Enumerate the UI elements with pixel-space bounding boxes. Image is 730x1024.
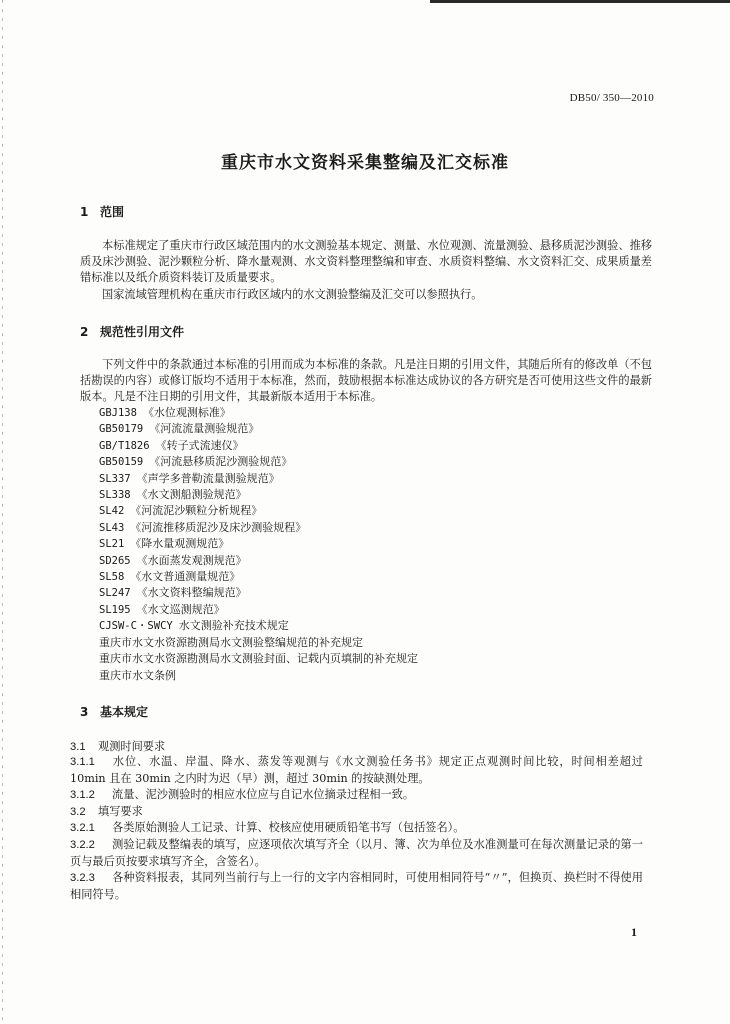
reference-item bbox=[99, 520, 418, 536]
reference-item bbox=[99, 536, 418, 552]
reference-item bbox=[99, 602, 418, 618]
reference-code: SL337 bbox=[99, 472, 131, 485]
subsection-title: 填写要求 bbox=[98, 805, 143, 818]
reference-name: 《河流悬移质泥沙测验规范》 bbox=[149, 455, 293, 469]
clause-number: 3.1.2 bbox=[70, 789, 95, 801]
scan-edge-top bbox=[430, 0, 730, 3]
clause-number: 3.1.1 bbox=[70, 756, 95, 768]
reference-item bbox=[99, 585, 418, 601]
reference-name: 《河流流量测验规范》 bbox=[149, 422, 260, 436]
reference-name: 《河流推移质泥沙及床沙测验规程》 bbox=[130, 520, 307, 534]
reference-name: 《降水量观测规范》 bbox=[130, 537, 230, 551]
reference-item bbox=[99, 487, 418, 503]
reference-item bbox=[99, 668, 418, 684]
section-title: 规范性引用文件 bbox=[100, 325, 185, 339]
section-number: 3 bbox=[80, 705, 89, 719]
reference-name: 重庆市水文条例 bbox=[99, 668, 176, 682]
reference-code: GB50159 bbox=[99, 456, 144, 469]
reference-name: 重庆市水文水资源勘测局水文测验封面、记载内页填制的补充规定 bbox=[99, 652, 418, 666]
clause-text: 流量、泥沙测验时的相应水位应与自记水位摘录过程相一致。 bbox=[112, 788, 415, 801]
section-title: 范围 bbox=[100, 205, 125, 219]
reference-code: SL42 bbox=[99, 505, 125, 518]
clause-number: 3.2.3 bbox=[70, 872, 95, 884]
page-number: 1 bbox=[631, 925, 637, 939]
reference-code: SL21 bbox=[99, 538, 125, 551]
section-title: 基本规定 bbox=[100, 705, 149, 719]
reference-item bbox=[99, 651, 418, 667]
section-1-paragraph-2: 国家流域管理机构在重庆市行政区域内的水文测验整编及汇交可以参照执行。 bbox=[102, 288, 483, 301]
reference-name: 《水位观测标准》 bbox=[142, 406, 231, 419]
clause-3-2-3 bbox=[70, 870, 643, 903]
reference-item bbox=[99, 421, 418, 437]
subsection-3-2-heading bbox=[70, 803, 143, 819]
reference-code: GB50179 bbox=[99, 423, 144, 436]
clause-text: 各类原始测验人工记录、计算、校核应使用硬质铅笔书写（包括签名）。 bbox=[112, 821, 465, 834]
reference-code: SL43 bbox=[99, 521, 125, 534]
reference-code: SL195 bbox=[99, 603, 131, 616]
clause-3-2-2 bbox=[70, 837, 643, 870]
reference-item bbox=[99, 454, 418, 470]
reference-item bbox=[99, 405, 418, 421]
clause-3-1-1 bbox=[70, 754, 643, 787]
subsection-title: 观测时间要求 bbox=[98, 740, 166, 753]
reference-name: 《水文巡测规范》 bbox=[136, 602, 225, 616]
section-3-heading bbox=[80, 703, 148, 720]
reference-item bbox=[99, 618, 418, 634]
reference-code: GB/T1826 bbox=[99, 439, 150, 452]
clause-number: 3.2.2 bbox=[70, 839, 95, 851]
reference-item bbox=[99, 471, 418, 487]
section-number: 1 bbox=[80, 205, 89, 219]
reference-list bbox=[99, 405, 418, 684]
subsection-number: 3.2 bbox=[70, 806, 86, 818]
reference-code: SD265 bbox=[99, 554, 131, 567]
reference-name: 重庆市水文水资源勘测局水文测验整编规范的补充规定 bbox=[99, 635, 363, 649]
clause-number: 3.2.1 bbox=[70, 822, 95, 834]
reference-item bbox=[99, 635, 418, 651]
reference-name: 水文测验补充技术规定 bbox=[178, 619, 289, 633]
section-1-paragraph-1: 本标准规定了重庆市行政区域范围内的水文测验基本规定、测量、水位观测、流量测验、悬移质泥沙测验、推移质及床沙测验、泥沙颗粒分析、降水量观测、水文资料整理整编和审查、水质资料整编、水文资料汇交、成果质量差错标准以及纸介质资料装订及质量要求。 bbox=[80, 239, 652, 284]
subsection-number: 3.1 bbox=[70, 741, 86, 753]
reference-name: 《河流泥沙颗粒分析规程》 bbox=[130, 504, 263, 518]
section-2-heading bbox=[80, 323, 184, 340]
clause-3-2-1 bbox=[70, 820, 643, 837]
reference-item bbox=[99, 569, 418, 585]
reference-code: SL247 bbox=[99, 587, 131, 600]
section-number: 2 bbox=[80, 325, 89, 339]
reference-name: 《水面蒸发观测规范》 bbox=[136, 553, 247, 567]
reference-name: 《水文普通测量规范》 bbox=[130, 570, 241, 584]
reference-name: 《水文资料整编规范》 bbox=[136, 586, 247, 600]
subsection-3-1-heading bbox=[70, 738, 165, 754]
document-code: DB50/ 350—2010 bbox=[569, 92, 654, 104]
reference-name: 《转子式流速仪》 bbox=[155, 438, 244, 452]
reference-code: CJSW-C・SWCY bbox=[99, 620, 173, 633]
document-title: 重庆市水文资料采集整编及汇交标准 bbox=[221, 153, 509, 173]
section-1-heading bbox=[80, 203, 124, 220]
clause-3-1-2 bbox=[70, 787, 643, 804]
reference-item bbox=[99, 503, 418, 519]
reference-item bbox=[99, 553, 418, 569]
reference-name: 《水文测船测验规范》 bbox=[136, 488, 247, 502]
reference-item bbox=[99, 438, 418, 454]
clause-text: 各种资料报表，其同列当前行与上一行的文字内容相同时，可使用相同符号“〃”，但换页、换栏时不得使用相同符号。 bbox=[70, 871, 643, 901]
reference-code: GBJ138 bbox=[99, 407, 137, 419]
clause-text: 测验记载及整编表的填写，应逐项依次填写齐全（以月、簿、次为单位及水准测量可在每次测量记录的第一页与最后页按要求填写齐全，含签名）。 bbox=[70, 838, 643, 868]
clause-text: 水位、水温、岸温、降水、蒸发等观测与《水文测验任务书》规定正点观测时间比较，时间相差超过 10min 且在 30min 之内时为迟（早）测，超过 30min 的按缺测处理。 bbox=[70, 755, 643, 785]
reference-code: SL58 bbox=[99, 571, 125, 584]
reference-name: 《声学多普勒流量测验规范》 bbox=[136, 471, 280, 485]
reference-code: SL338 bbox=[99, 489, 131, 502]
section-2-paragraph-1: 下列文件中的条款通过本标准的引用而成为本标准的条款。凡是注日期的引用文件，其随后所有的修改单（不包括勘误的内容）或修订版均不适用于本标准，然而，鼓励根据本标准达成协议的各方研究是否可使用这些文件的最新版本。凡是不注日期的引用文件，其最新版本适用于本标准。 bbox=[80, 358, 652, 403]
